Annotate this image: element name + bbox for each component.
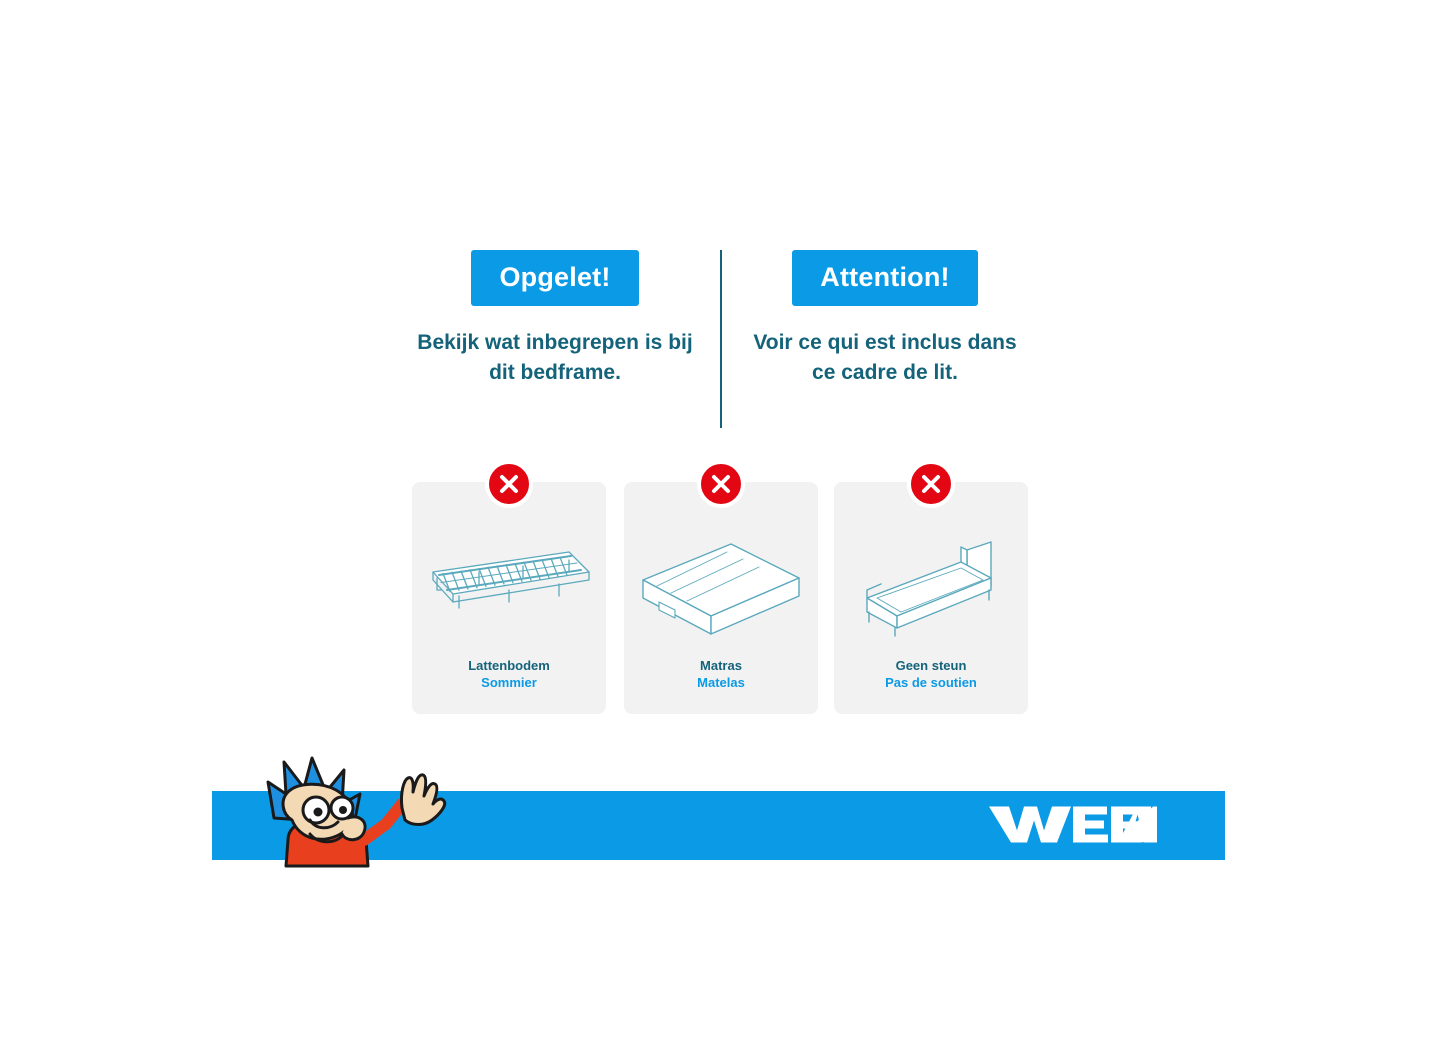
card-labels [834, 657, 1028, 692]
card-label-nl: Geen steun [895, 657, 967, 673]
excluded-items-row [412, 482, 1030, 714]
heading-column-fr [740, 250, 1030, 389]
card-labels [624, 657, 818, 692]
card-lattenbodem [412, 482, 606, 714]
heading-column-nl [410, 250, 700, 389]
red-cross-icon [697, 460, 745, 508]
card-label-fr: Matelas [697, 675, 745, 691]
card-label-fr: Sommier [481, 675, 537, 691]
red-cross-icon [907, 460, 955, 508]
weba-logo [987, 800, 1157, 851]
card-label-nl: Matras [700, 657, 742, 673]
mattress-icon [624, 524, 818, 642]
bed-frame-icon [834, 524, 1028, 642]
vertical-divider [720, 250, 722, 428]
badge-attention: Attention! [792, 250, 977, 306]
headings-section [410, 250, 1030, 440]
card-label-fr: Pas de soutien [885, 675, 977, 691]
heading-subtext-nl: Bekijk wat inbegrepen is bij dit bedframe. [417, 331, 693, 385]
heading-subtext-fr: Voir ce qui est inclus dans ce cadre de lit. [753, 331, 1017, 385]
card-label-nl: Lattenbodem [468, 657, 550, 673]
badge-opgelet: Opgelet! [471, 250, 638, 306]
weba-mascot-icon [252, 748, 502, 868]
card-labels [412, 657, 606, 692]
red-cross-icon [485, 460, 533, 508]
card-geen-steun [834, 482, 1028, 714]
slatted-base-icon [412, 524, 606, 642]
card-matras [624, 482, 818, 714]
